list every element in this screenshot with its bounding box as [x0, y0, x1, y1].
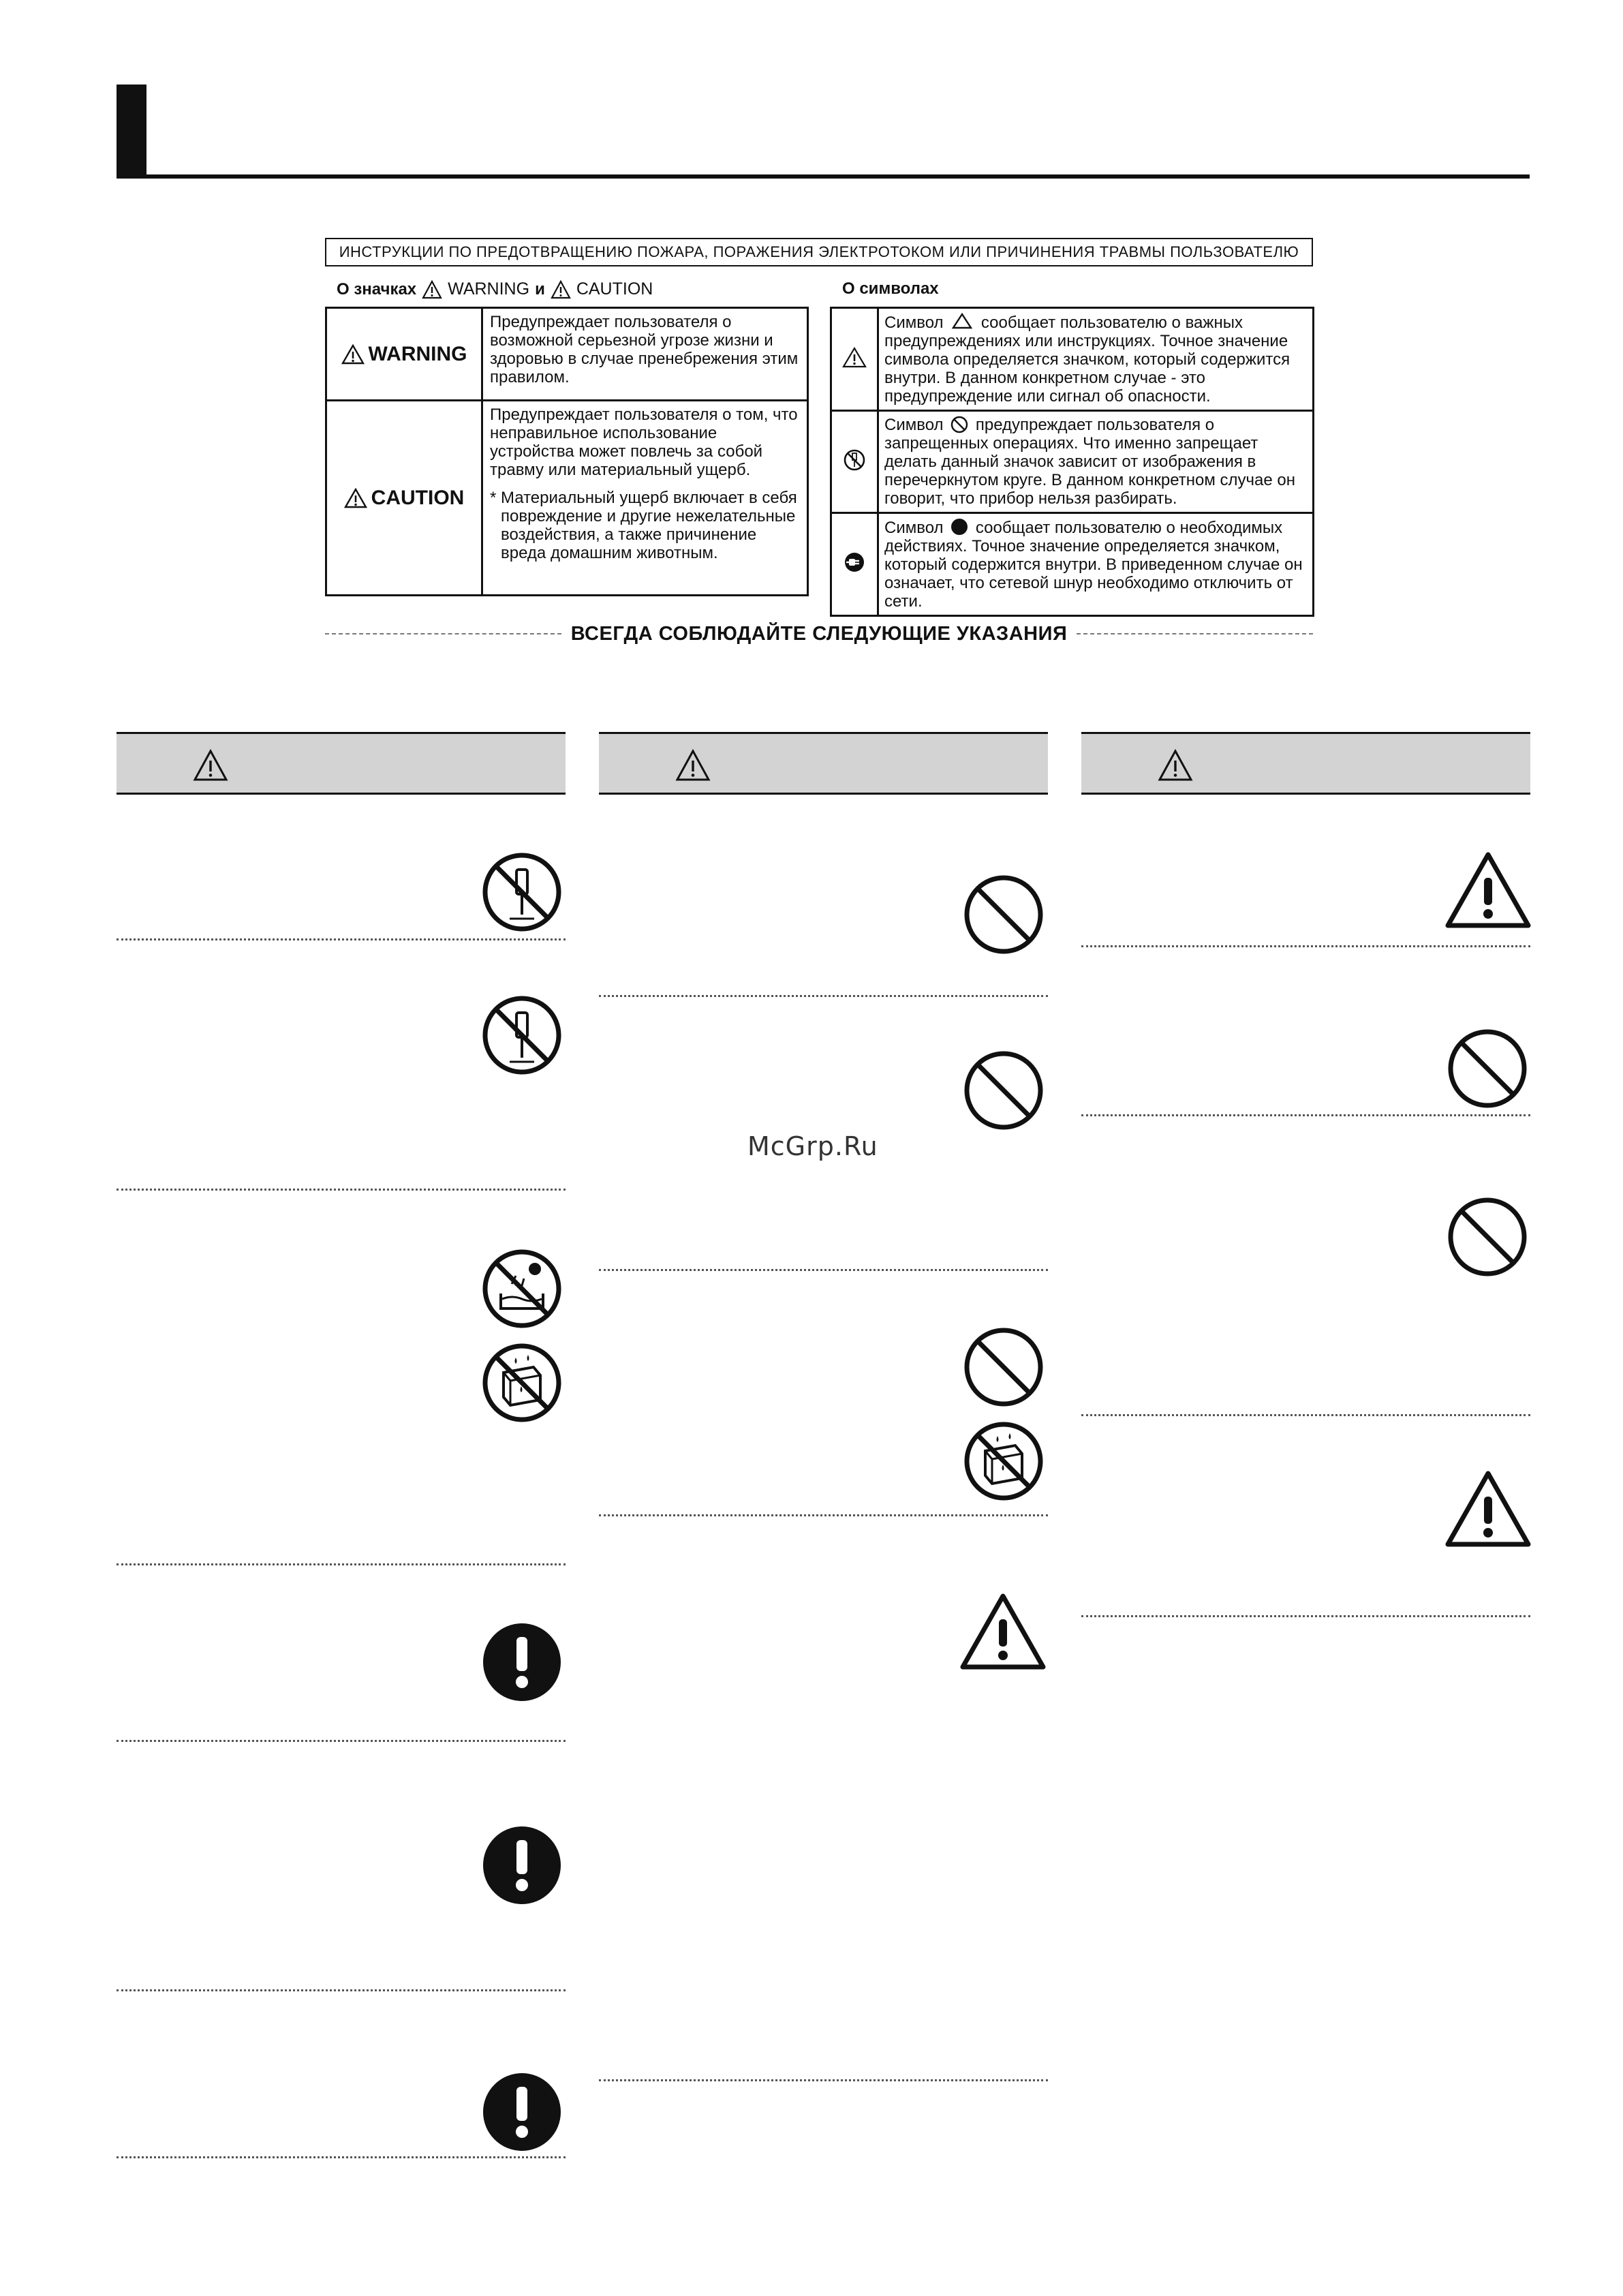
- header-rule: [117, 174, 1530, 179]
- no-disassemble-icon: [482, 995, 562, 1075]
- no-wet-icon: [482, 1343, 562, 1423]
- symbols-table: [830, 307, 1314, 617]
- symbol-cell-mandatory: [831, 513, 878, 616]
- warning-description: Предупреждает пользователя о возможной серьезной угрозе жизни и здоровью в случае пренебрежения этим правилом.: [482, 308, 808, 401]
- symbol-desc-mandatory: Символ сообщает пользователю о необходимых действиях. Точное значение определяется значком, который содержится внутри. В приведенном случае он означает, что сетевой шнур необходимо отключить от сети.: [878, 513, 1314, 616]
- divider: [599, 995, 1048, 997]
- caution-note: * Материальный ущерб включает в себя повреждение и другие нежелательные воздействия, а также причинение вреда домашним животным.: [490, 489, 797, 562]
- warning-triangle-icon: [959, 1592, 1047, 1671]
- divider: [1081, 1615, 1530, 1617]
- column-header-3: [1081, 732, 1530, 795]
- warning-label: WARNING: [368, 343, 467, 365]
- warning-triangle-icon: [551, 280, 571, 299]
- symbol-desc-triangle: Символ сообщает пользователю о важных предупреждениях или инструкциях. Точное значение символа определяется значком, который содержится внутри. В данном конкретном случае - это предупреждение или сигнал об опасности.: [878, 308, 1314, 411]
- watermark: McGrp.Ru: [747, 1131, 878, 1161]
- symbol-desc-prohibit: Символ предупреждает пользователя о запрещенных операциях. Что именно запрещает делать данный значок зависит от изображения в перечеркнутом круге. В данном конкретном случае он говорит, что прибор нельзя разбирать.: [878, 411, 1314, 513]
- divider: [1081, 945, 1530, 947]
- divider: [117, 1563, 566, 1565]
- mandatory-action-icon: [482, 2072, 562, 2152]
- warning-triangle-icon: [341, 344, 365, 365]
- prohibition-circle-icon: [963, 1050, 1044, 1131]
- caution-description: Предупреждает пользователя о том, что неправильное использование устройства может повлечь за собой травму или материальный ущерб.: [490, 405, 798, 479]
- unplug-icon: [843, 551, 866, 574]
- divider: [117, 1740, 566, 1742]
- warning-triangle-icon: [344, 488, 367, 508]
- mandatory-action-icon: [950, 518, 968, 536]
- signs-heading: О значках WARNING и CAUTION: [337, 279, 653, 299]
- prohibition-circle-icon: [1447, 1028, 1528, 1109]
- prohibition-circle-icon: [963, 1327, 1044, 1407]
- warning-triangle-icon: [422, 280, 442, 299]
- divider: [599, 1514, 1048, 1516]
- column-header-2: [599, 732, 1048, 795]
- symbol-cell-prohibit: [831, 411, 878, 513]
- divider: [599, 1269, 1048, 1271]
- always-observe-row: [325, 622, 1313, 646]
- mandatory-action-icon: [482, 1622, 562, 1702]
- dashed-line-right: [1077, 633, 1313, 634]
- symbols-heading: О символах: [842, 279, 939, 298]
- caution-label-cell: [326, 401, 482, 596]
- column-header-1: [117, 732, 566, 795]
- banner-text: ИНСТРУКЦИИ ПО ПРЕДОТВРАЩЕНИЮ ПОЖАРА, ПОРАЖЕНИЯ ЭЛЕКТРОТОКОМ ИЛИ ПРИЧИНЕНИЯ ТРАВМЫ ПОЛЬЗОВАТЕЛЮ: [339, 243, 1299, 260]
- divider: [1081, 1114, 1530, 1116]
- instruction-banner: [325, 238, 1313, 266]
- divider: [117, 1189, 566, 1191]
- dashed-line-left: [325, 633, 561, 634]
- prohibition-circle-icon: [963, 874, 1044, 955]
- signs-table: [325, 307, 809, 596]
- warning-triangle-icon: [1444, 851, 1532, 930]
- prohibition-circle-icon: [950, 416, 968, 433]
- warning-triangle-icon: [675, 749, 711, 782]
- prohibition-circle-icon: [1447, 1197, 1528, 1277]
- divider: [117, 2156, 566, 2158]
- no-wet-icon: [963, 1421, 1044, 1501]
- divider: [599, 2079, 1048, 2081]
- warning-triangle-icon: [842, 346, 867, 368]
- warning-triangle-icon: [1444, 1469, 1532, 1548]
- divider: [117, 938, 566, 940]
- warning-triangle-icon: [1158, 749, 1193, 782]
- divider: [1081, 1414, 1530, 1416]
- divider: [117, 1989, 566, 1991]
- caution-label: CAUTION: [371, 487, 465, 509]
- warning-triangle-icon: [193, 749, 228, 782]
- warning-triangle-icon: [952, 313, 972, 329]
- no-water-icon: [482, 1249, 562, 1329]
- mandatory-action-icon: [482, 1825, 562, 1905]
- warning-label-cell: [326, 308, 482, 401]
- no-disassemble-icon: [482, 852, 562, 932]
- caution-description-cell: [482, 401, 808, 596]
- always-observe-text: ВСЕГДА СОБЛЮДАЙТЕ СЛЕДУЮЩИЕ УКАЗАНИЯ: [570, 622, 1068, 645]
- symbol-cell-triangle: [831, 308, 878, 411]
- no-disassemble-icon: [843, 448, 866, 472]
- header-block: [117, 85, 146, 177]
